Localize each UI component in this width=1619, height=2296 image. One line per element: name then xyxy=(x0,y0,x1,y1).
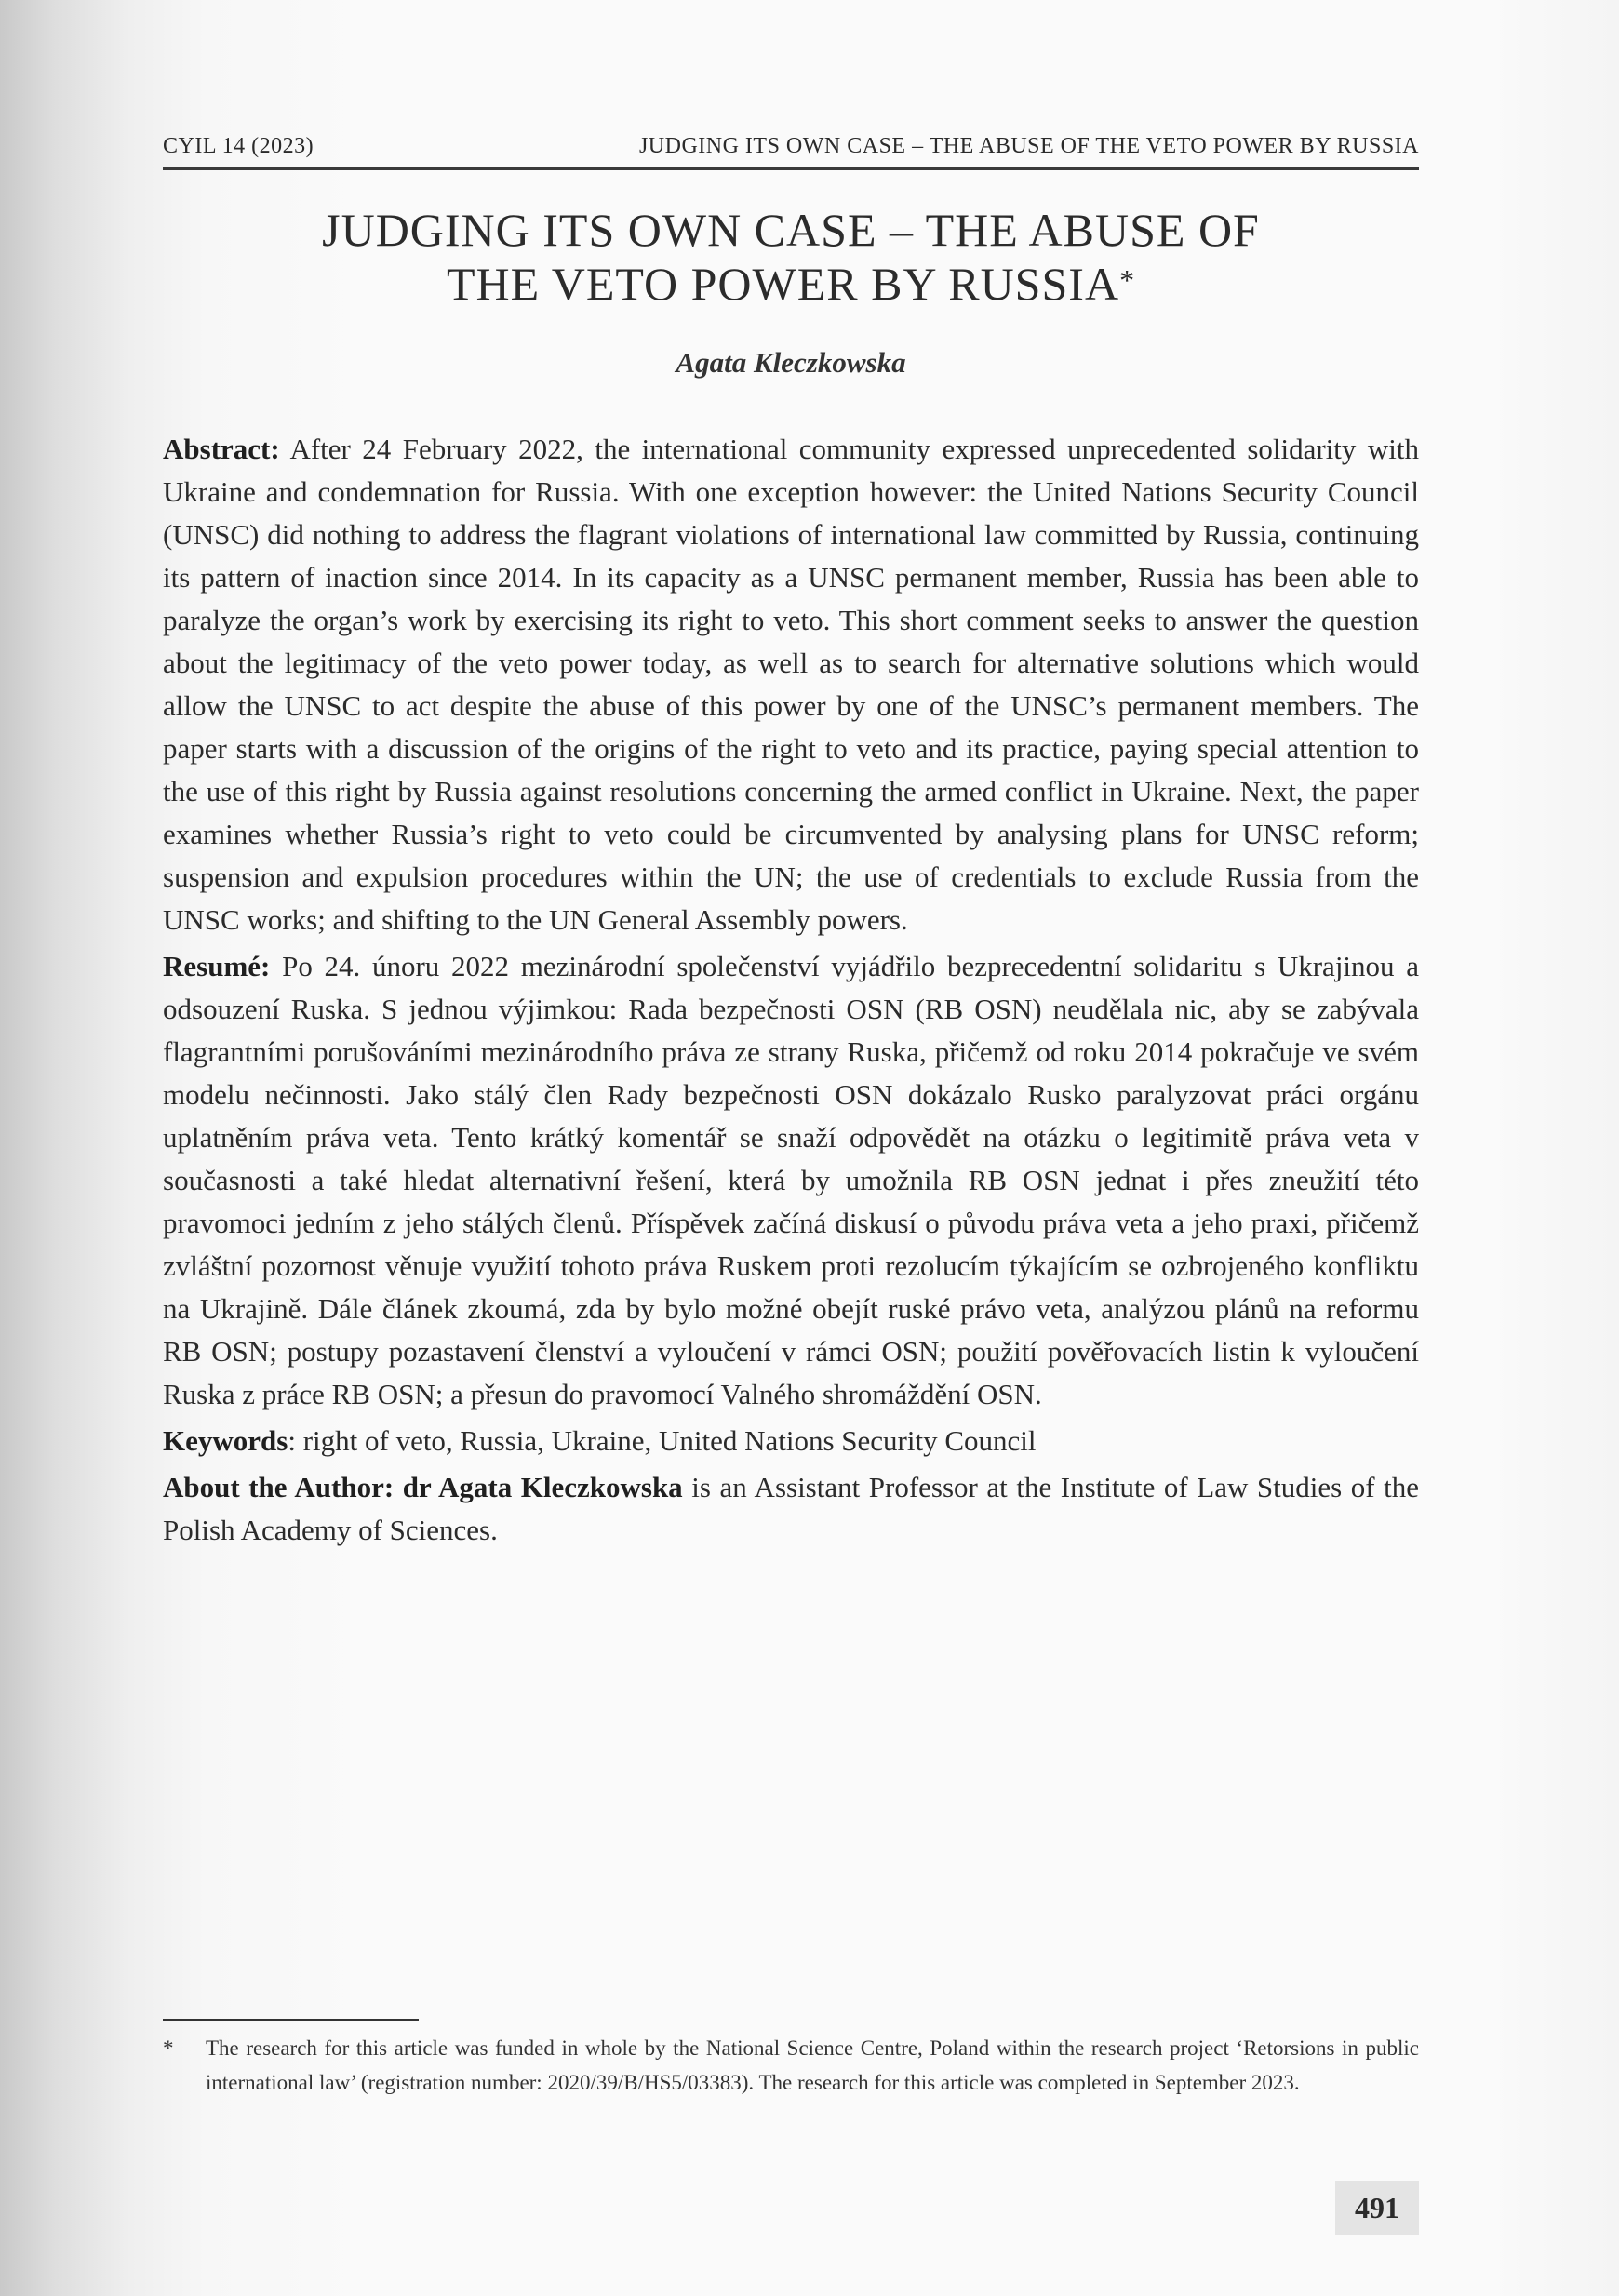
journal-reference: CYIL 14 (2023) xyxy=(163,134,314,158)
author-name: Agata Kleczkowska xyxy=(676,346,906,379)
keywords-text: : right of veto, Russia, Ukraine, United Nations Security Council xyxy=(288,1424,1037,1457)
title-footnote-mark: * xyxy=(1119,263,1136,297)
resume-label: Resumé: xyxy=(163,950,271,982)
about-author-paragraph xyxy=(163,1466,1419,1552)
keywords-label: Keywords xyxy=(163,1424,288,1457)
page-number: 491 xyxy=(1335,2181,1419,2235)
abstract-text: After 24 February 2022, the international community expressed unprecedented solidarity with Ukraine and condemnation for Russia. With one exception however: the United Nations Security Council (UNSC) did nothing to address the flagrant violations of international law committed by Russia, continuing its pattern of inaction since 2014. In its capacity as a UNSC permanent member, Russia has been able to paralyze the organ’s work by exercising its right to veto. This short comment seeks to answer the question about the legitimacy of the veto power today, as well as to search for alternative solutions which would allow the UNSC to act despite the abuse of this power by one of the UNSC’s permanent members. The paper starts with a discussion of the origins of the right to veto and its practice, paying special attention to the use of this right by Russia against resolutions concerning the armed conflict in Ukraine. Next, the paper examines whether Russia’s right to veto could be circumvented by analysing plans for UNSC reform; suspension and expulsion procedures within the UN; the use of credentials to exclude Russia from the UNSC works; and shifting to the UN General Assembly powers. xyxy=(163,433,1419,936)
abstract-paragraph xyxy=(163,428,1419,941)
article-title xyxy=(163,203,1419,311)
about-author-text: is an Assistant Professor at the Institute of Law Studies of the Polish Academy of Sciences. xyxy=(163,1471,1419,1546)
footnote-text: The research for this article was funded in whole by the National Science Centre, Poland within the research project ‘Retorsions in public international law’ (registration number: 2020/39/B/HS5/03383). The research for this article was completed in September 2023. xyxy=(206,2036,1419,2094)
about-author-name: dr Agata Kleczkowska xyxy=(402,1471,683,1503)
footnote-separator xyxy=(163,2019,419,2021)
footnote-mark: * xyxy=(163,2036,174,2060)
running-title: JUDGING ITS OWN CASE – THE ABUSE OF THE VETO POWER BY RUSSIA xyxy=(638,134,1419,158)
footnote xyxy=(163,2031,1419,2100)
article-front-matter xyxy=(163,428,1419,1555)
keywords-paragraph xyxy=(163,1420,1419,1462)
running-header xyxy=(163,127,1419,170)
about-author-label: About the Author: xyxy=(163,1471,395,1503)
abstract-label: Abstract: xyxy=(163,433,280,465)
resume-text: Po 24. únoru 2022 mezinárodní společenství vyjádřilo bezprecedentní solidaritu s Ukrajinou a odsouzení Ruska. S jednou výjimkou: Rada bezpečnosti OSN (RB OSN) neudělala nic, aby se zabývala flagrantními porušováními mezinárodního práva ze strany Ruska, přičemž od roku 2014 pokračuje ve svém modelu nečinnosti. Jako stálý člen Rady bezpečnosti OSN dokázalo Rusko paralyzovat práci orgánu uplatněním práva veta. Tento krátký komentář se snaží odpovědět na otázku o legitimitě práva veta v současnosti a také hledat alternativní řešení, která by umožnila RB OSN jednat i přes zneužití této pravomoci jedním z jeho stálých členů. Příspěvek začíná diskusí o původu práva veta a jeho praxi, přičemž zvláštní pozornost věnuje využití tohoto práva Ruskem proti rezolucím týkajícím se ozbrojeného konfliktu na Ukrajině. Dále článek zkoumá, zda by bylo možné obejít ruské právo veta, analýzou plánů na reformu RB OSN; postupy pozastavení členství a vyloučení v rámci OSN; použití pověřovacích listin k vyloučení Ruska z práce RB OSN; a přesun do pravomocí Valného shromáždění OSN. xyxy=(163,950,1420,1410)
title-line-2 xyxy=(163,257,1419,311)
title-line-1: JUDGING ITS OWN CASE – THE ABUSE OF xyxy=(322,204,1260,256)
title-line-2-text: THE VETO POWER BY RUSSIA xyxy=(446,258,1120,310)
resume-paragraph xyxy=(163,945,1419,1416)
